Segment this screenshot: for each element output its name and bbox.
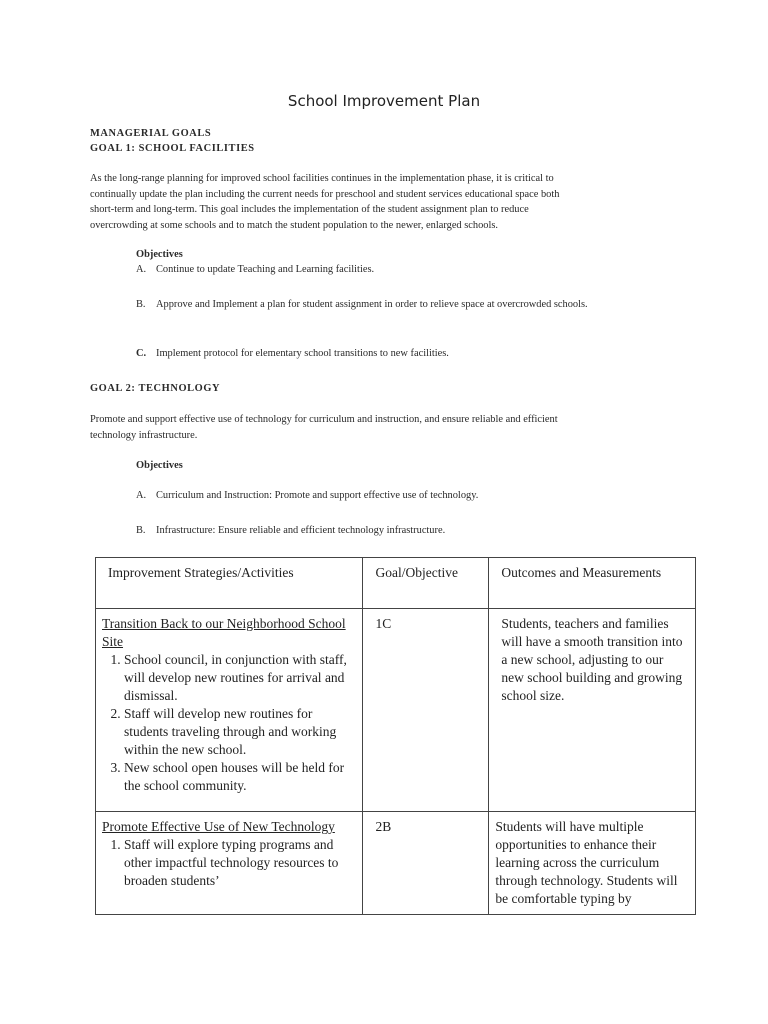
goal2-paragraph-line: technology infrastructure. (90, 429, 198, 441)
goal1-paragraph (90, 171, 670, 233)
goal1-objective-a (136, 262, 696, 278)
document-title: School Improvement Plan (287, 92, 481, 110)
strategy-cell (96, 812, 363, 915)
improvement-table (95, 557, 696, 915)
header-goal-objective: Goal/Objective (363, 558, 489, 609)
goal-cell: 1C (363, 609, 489, 812)
objective-text: Implement protocol for elementary school transitions to new facilities. (156, 348, 449, 359)
goal1-heading: GOAL 1: SCHOOL FACILITIES (90, 143, 255, 154)
objective-letter: B. (136, 525, 146, 536)
section-heading: MANAGERIAL GOALS (90, 128, 212, 139)
table-header-row (96, 558, 696, 609)
goal1-paragraph-line: As the long-range planning for improved school facilities continues in the implementation phase, it is critical to (90, 173, 554, 184)
objective-text: Approve and Implement a plan for student assignment in order to relieve space at overcrowded schools. (156, 299, 588, 310)
objective-text: Infrastructure: Ensure reliable and efficient technology infrastructure. (156, 525, 446, 536)
strategy-step: 1. Staff will explore typing programs and other impactful technology resources to broaden students’ (124, 836, 356, 890)
outcome-cell (489, 812, 696, 915)
header-strategies: Improvement Strategies/Activities (96, 558, 363, 609)
goal2-objective-b (136, 523, 696, 539)
goal1-paragraph-line: overcrowding at some schools and to match the student population to the newer, enlarged schools. (90, 219, 498, 231)
objective-text: Curriculum and Instruction: Promote and support effective use of technology. (156, 490, 479, 501)
goal1-objective-b (136, 297, 696, 313)
goal2-heading: GOAL 2: TECHNOLOGY (90, 383, 221, 394)
goal1-objective-c (136, 346, 696, 362)
strategy-title: Transition Back to our Neighborhood School Site (102, 616, 346, 649)
goal2-objective-a (136, 488, 696, 504)
strategy-steps (102, 836, 356, 890)
goal1-paragraph-line: short-term and long-term. This goal includes the implementation of the student assignment plan to reduce (90, 204, 529, 215)
goal1-paragraph-line: continually update the plan including the current needs for preschool and student services educational space both (90, 188, 560, 200)
goal2-objectives-label: Objectives (136, 460, 183, 471)
goal-cell: 2B (363, 812, 489, 915)
strategy-steps (102, 651, 356, 795)
objective-letter: A. (136, 264, 147, 275)
objective-letter: A. (136, 490, 147, 501)
outcome-cell: Students, teachers and families will have a smooth transition into a new school, adjusting to our new school building and growing school size. (489, 609, 696, 812)
strategy-step: 3. New school open houses will be held for the school community. (124, 759, 356, 795)
header-outcomes: Outcomes and Measurements (489, 558, 696, 609)
table-row (96, 609, 696, 812)
strategy-step: 2. Staff will develop new routines for students traveling through and working within the new school. (124, 705, 356, 759)
objective-text: Continue to update Teaching and Learning facilities. (156, 264, 375, 275)
objective-letter: B. (136, 299, 146, 310)
strategy-title: Promote Effective Use of New Technology (102, 819, 335, 834)
outcome-text: Students will have multiple opportunities to enhance their learning across the curriculum through technology. Students will be comfortable typing by (495, 819, 678, 906)
objective-letter: C. (136, 348, 147, 359)
goal2-paragraph-line: Promote and support effective use of technology for curriculum and instruction, and ensure reliable and efficient (90, 414, 558, 425)
strategy-cell (96, 609, 363, 812)
table-row (96, 812, 696, 915)
strategy-cell-content (102, 818, 356, 908)
goal1-objectives-label: Objectives (136, 249, 183, 260)
strategy-step: 1. School council, in conjunction with staff, will develop new routines for arrival and dismissal. (124, 651, 356, 705)
goal2-paragraph (90, 412, 670, 443)
